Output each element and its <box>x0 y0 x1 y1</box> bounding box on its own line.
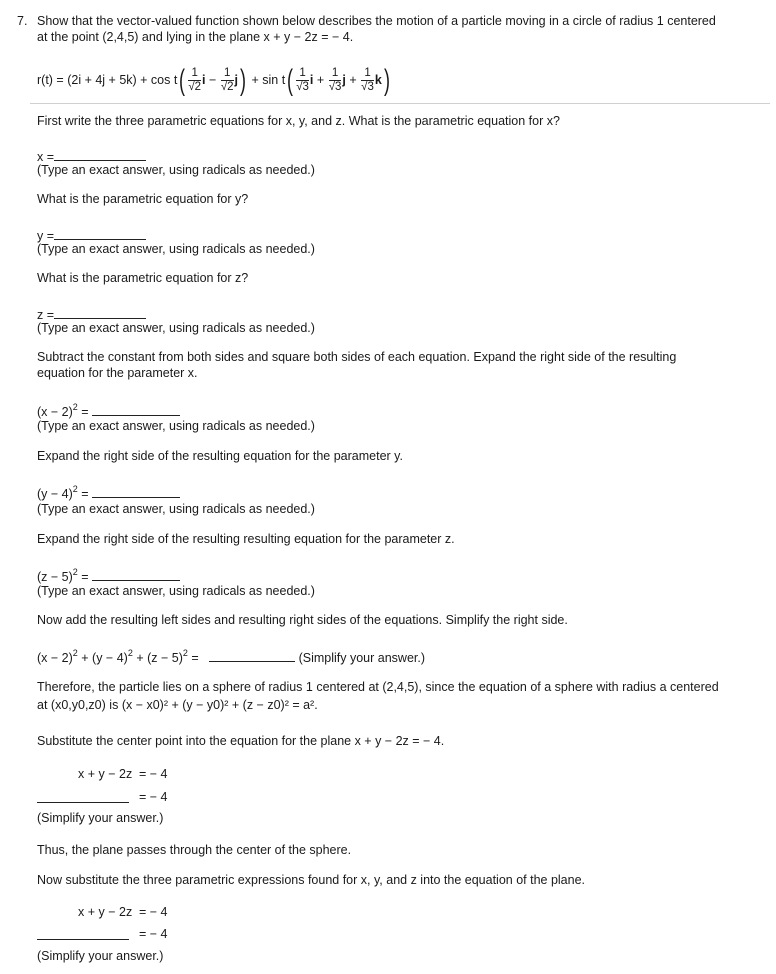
math-text: is <box>109 698 119 712</box>
math-text: j <box>234 73 239 87</box>
math-text: + (z − 5) <box>132 651 183 665</box>
math-text: 2 <box>72 648 78 658</box>
hint: (Type an exact answer, using radicals as needed.) <box>37 584 315 598</box>
math-text: + (y − 4) <box>77 651 128 665</box>
math-text <box>37 790 129 806</box>
x-squared-row <box>37 403 180 420</box>
math-text: 1 <box>299 67 306 80</box>
math-text: + <box>316 73 325 87</box>
instruction-expand-z: Expand the right side of the resulting resulting equation for the parameter z. <box>37 532 455 546</box>
sum-row <box>37 649 425 666</box>
instruction-y: What is the parametric equation for y? <box>37 192 249 206</box>
math-text: 1 <box>331 67 339 80</box>
math-text: ( <box>179 63 186 97</box>
math-text: 2 <box>127 648 133 658</box>
math-text: 1 <box>223 67 231 80</box>
param-substitution-input[interactable] <box>37 927 129 940</box>
hint: (Type an exact answer, using radicals as needed.) <box>37 242 315 256</box>
math-text: ( <box>287 63 294 97</box>
therefore-line-2 <box>37 698 318 713</box>
math-text: = <box>81 405 89 419</box>
fraction <box>361 67 374 94</box>
math-text: (Simplify your answer.) <box>298 651 426 665</box>
math-text: i <box>309 73 314 87</box>
hint: (Type an exact answer, using radicals as needed.) <box>37 163 315 177</box>
center-substitution-input[interactable] <box>37 790 129 803</box>
math-text: √3 <box>328 81 342 94</box>
instruction-expand-y: Expand the right side of the resulting equation for the parameter y. <box>37 449 403 463</box>
y-squared-input[interactable] <box>92 485 180 498</box>
math-text: 2 <box>72 402 78 412</box>
math-text: x = <box>37 150 55 164</box>
math-text: = <box>81 570 89 584</box>
plane-rhs: = − 4 <box>139 790 168 804</box>
y-answer-input[interactable] <box>54 227 146 240</box>
instruction-subtract-2: equation for the parameter x. <box>37 366 198 380</box>
math-text: (x − x0)² + (y − y0)² + (z − z0)² = a². <box>121 698 318 712</box>
math-text: √3 <box>361 81 374 94</box>
hint: (Type an exact answer, using radicals as needed.) <box>37 321 315 335</box>
math-text: j <box>342 73 346 87</box>
hint: (Simplify your answer.) <box>37 811 164 825</box>
math-text: (x − 2) <box>37 405 73 419</box>
math-text: − <box>209 73 217 87</box>
instruction-substitute-center: Substitute the center point into the equation for the plane x + y − 2z = − 4. <box>37 734 445 748</box>
question-number: 7. <box>17 14 28 28</box>
math-text: 1 <box>191 67 198 80</box>
formula-sin: + sin t <box>251 73 286 87</box>
hint: (Type an exact answer, using radicals as needed.) <box>37 502 315 516</box>
math-text: = <box>191 651 199 665</box>
fraction <box>188 67 201 94</box>
vector-function-formula <box>37 62 392 98</box>
math-text: + <box>349 73 357 87</box>
math-text: √2 <box>188 81 202 94</box>
math-text: (x0,y0,z0) <box>50 698 106 712</box>
instruction-z: What is the parametric equation for z? <box>37 271 249 285</box>
thus-statement: Thus, the plane passes through the center of the sphere. <box>37 843 352 857</box>
plane-lhs: x + y − 2z <box>78 905 133 919</box>
math-text: (y − 4) <box>37 487 73 501</box>
math-text: 2 <box>72 484 78 494</box>
instruction-substitute-param: Now substitute the three parametric expressions found for x, y, and z into the equation of the plane. <box>37 873 586 887</box>
instruction-subtract: Subtract the constant from both sides and square both sides of each equation. Expand the right side of the resulting <box>37 350 677 364</box>
math-text: z = <box>37 308 55 322</box>
math-text: ) <box>383 63 390 97</box>
formula-lhs: r(t) = (2i + 4j + 5k) + cos t <box>37 73 178 87</box>
math-text: √3 <box>296 81 309 94</box>
math-text: 2 <box>182 648 188 658</box>
instruction-add: Now add the resulting left sides and resulting right sides of the equations. Simplify the right side. <box>37 613 568 627</box>
math-text: at <box>37 698 48 712</box>
math-text: (z − 5) <box>37 570 73 584</box>
math-text: 2 <box>72 567 78 577</box>
math-text: i <box>202 73 206 87</box>
plane-rhs: = − 4 <box>139 905 168 919</box>
math-text: ) <box>240 63 247 97</box>
plane-rhs: = − 4 <box>139 927 168 941</box>
z-squared-row <box>37 568 180 585</box>
fraction <box>296 67 309 94</box>
fraction <box>221 67 234 94</box>
z-squared-input[interactable] <box>92 568 180 581</box>
prompt-line-1: Show that the vector-valued function shown below describes the motion of a particle moving in a circle of radius 1 centered <box>37 14 716 28</box>
plane-rhs: = − 4 <box>139 767 168 781</box>
fraction <box>329 67 342 94</box>
math-text: y = <box>37 229 55 243</box>
math-text: 1 <box>364 67 371 80</box>
therefore-line-1: Therefore, the particle lies on a sphere of radius 1 centered at (2,4,5), since the equation of a sphere with radius a centered <box>37 680 719 694</box>
math-text <box>37 927 129 943</box>
math-text: k <box>374 73 382 87</box>
hint: (Type an exact answer, using radicals as needed.) <box>37 419 315 433</box>
hint: (Simplify your answer.) <box>37 949 164 963</box>
math-text: (x − 2) <box>37 651 73 665</box>
plane-lhs: x + y − 2z <box>78 767 133 781</box>
prompt-line-2: at the point (2,4,5) and lying in the plane x + y − 2z = − 4. <box>37 30 354 44</box>
math-text: = <box>81 487 89 501</box>
x-squared-input[interactable] <box>92 403 180 416</box>
math-text: √2 <box>220 81 234 94</box>
instruction-first-write: First write the three parametric equations for x, y, and z. What is the parametric equation for x? <box>37 114 560 128</box>
divider <box>30 103 770 104</box>
z-answer-input[interactable] <box>54 306 146 319</box>
x-answer-input[interactable] <box>54 148 146 161</box>
y-squared-row <box>37 485 180 502</box>
sum-input[interactable] <box>209 649 295 662</box>
